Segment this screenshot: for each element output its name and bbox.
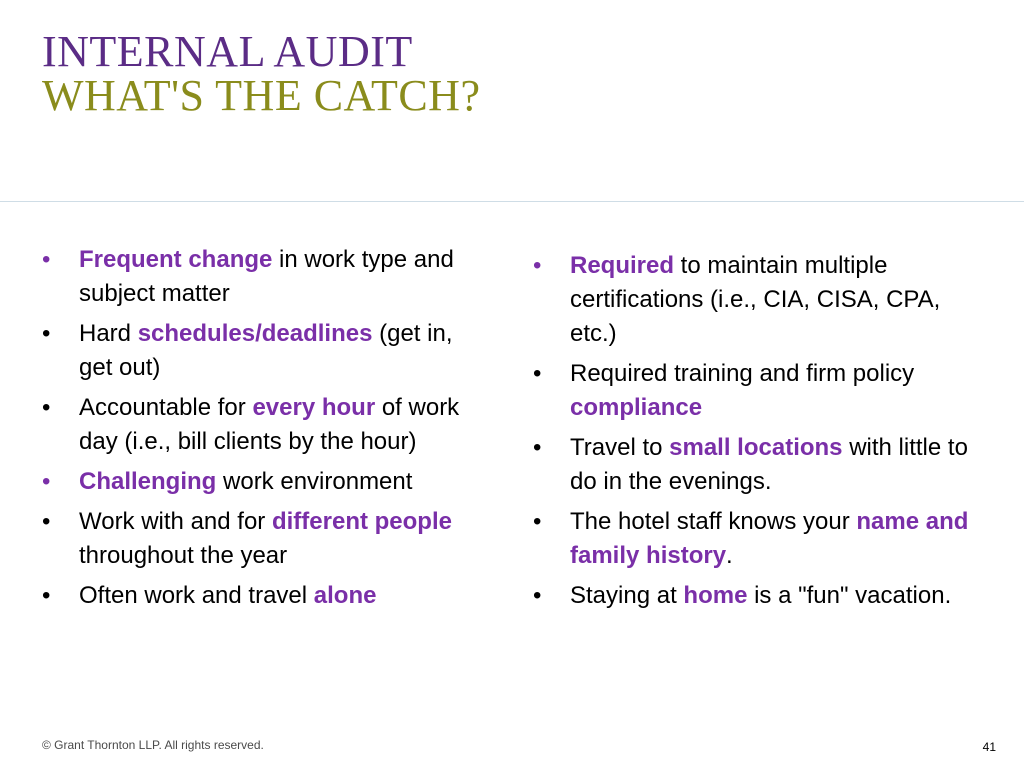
- bullet-icon: •: [42, 246, 51, 273]
- bullet-text: Hard: [79, 320, 138, 347]
- list-item: [42, 317, 492, 385]
- highlight-text: Challenging: [79, 468, 217, 495]
- list-item: [533, 357, 973, 425]
- highlight-text: compliance: [570, 394, 703, 421]
- bullet-icon: •: [533, 582, 542, 609]
- bullet-text: with little to do in the evenings.: [570, 434, 968, 495]
- list-item: [42, 243, 492, 311]
- bullet-text: Required training and firm policy: [570, 360, 915, 387]
- bullet-icon: •: [533, 508, 542, 535]
- bullet-icon: •: [533, 434, 542, 461]
- list-item: [533, 505, 973, 573]
- highlight-text: Frequent change: [79, 246, 273, 273]
- highlight-text: small locations: [669, 434, 843, 461]
- bullet-text: Accountable for: [79, 394, 253, 421]
- bullet-icon: •: [42, 508, 51, 535]
- bullet-text: Work with and for: [79, 508, 272, 535]
- bullet-text: in work type and subject matter: [79, 246, 454, 307]
- bullet-text: .: [726, 542, 733, 569]
- bullet-text: (get in, get out): [79, 320, 453, 381]
- bullet-text: to maintain multiple certifications (i.e., CIA, CISA, CPA, etc.): [570, 252, 941, 347]
- highlight-text: schedules/deadlines: [137, 320, 373, 347]
- title-divider: [0, 201, 1024, 202]
- left-bullet-list: [42, 243, 492, 619]
- highlight-text: different people: [271, 508, 452, 535]
- bullet-icon: •: [42, 394, 51, 421]
- highlight-text: Required: [570, 252, 675, 279]
- bullet-icon: •: [533, 252, 542, 279]
- highlight-text: every hour: [252, 394, 376, 421]
- bullet-text: Often work and travel: [79, 582, 314, 609]
- bullet-icon: •: [533, 360, 542, 387]
- page-number: 41: [982, 740, 996, 754]
- list-item: [42, 391, 492, 459]
- highlight-text: alone: [313, 582, 377, 609]
- list-item: [42, 465, 492, 499]
- slide-title: [42, 27, 481, 120]
- list-item: [42, 505, 492, 573]
- list-item: [42, 579, 492, 613]
- bullet-text: throughout the year: [79, 542, 288, 569]
- bullet-text: is a "fun" vacation.: [747, 582, 952, 609]
- bullet-icon: •: [42, 468, 51, 495]
- title-line-2: WHAT'S THE CATCH?: [42, 71, 481, 120]
- copyright-footer: © Grant Thornton LLP. All rights reserved.: [42, 738, 264, 752]
- bullet-text: Staying at: [570, 582, 684, 609]
- bullet-text: work environment: [216, 468, 413, 495]
- right-bullet-list: [533, 249, 973, 619]
- list-item: [533, 579, 973, 613]
- bullet-icon: •: [42, 582, 51, 609]
- title-line-1: INTERNAL AUDIT: [42, 27, 413, 76]
- highlight-text: home: [683, 582, 748, 609]
- bullet-text: The hotel staff knows your: [570, 508, 857, 535]
- bullet-text: Travel to: [570, 434, 670, 461]
- list-item: [533, 249, 973, 351]
- bullet-text: of work day (i.e., bill clients by the hour): [79, 394, 460, 455]
- highlight-text: name and family history: [570, 508, 969, 569]
- bullet-icon: •: [42, 320, 51, 347]
- list-item: [533, 431, 973, 499]
